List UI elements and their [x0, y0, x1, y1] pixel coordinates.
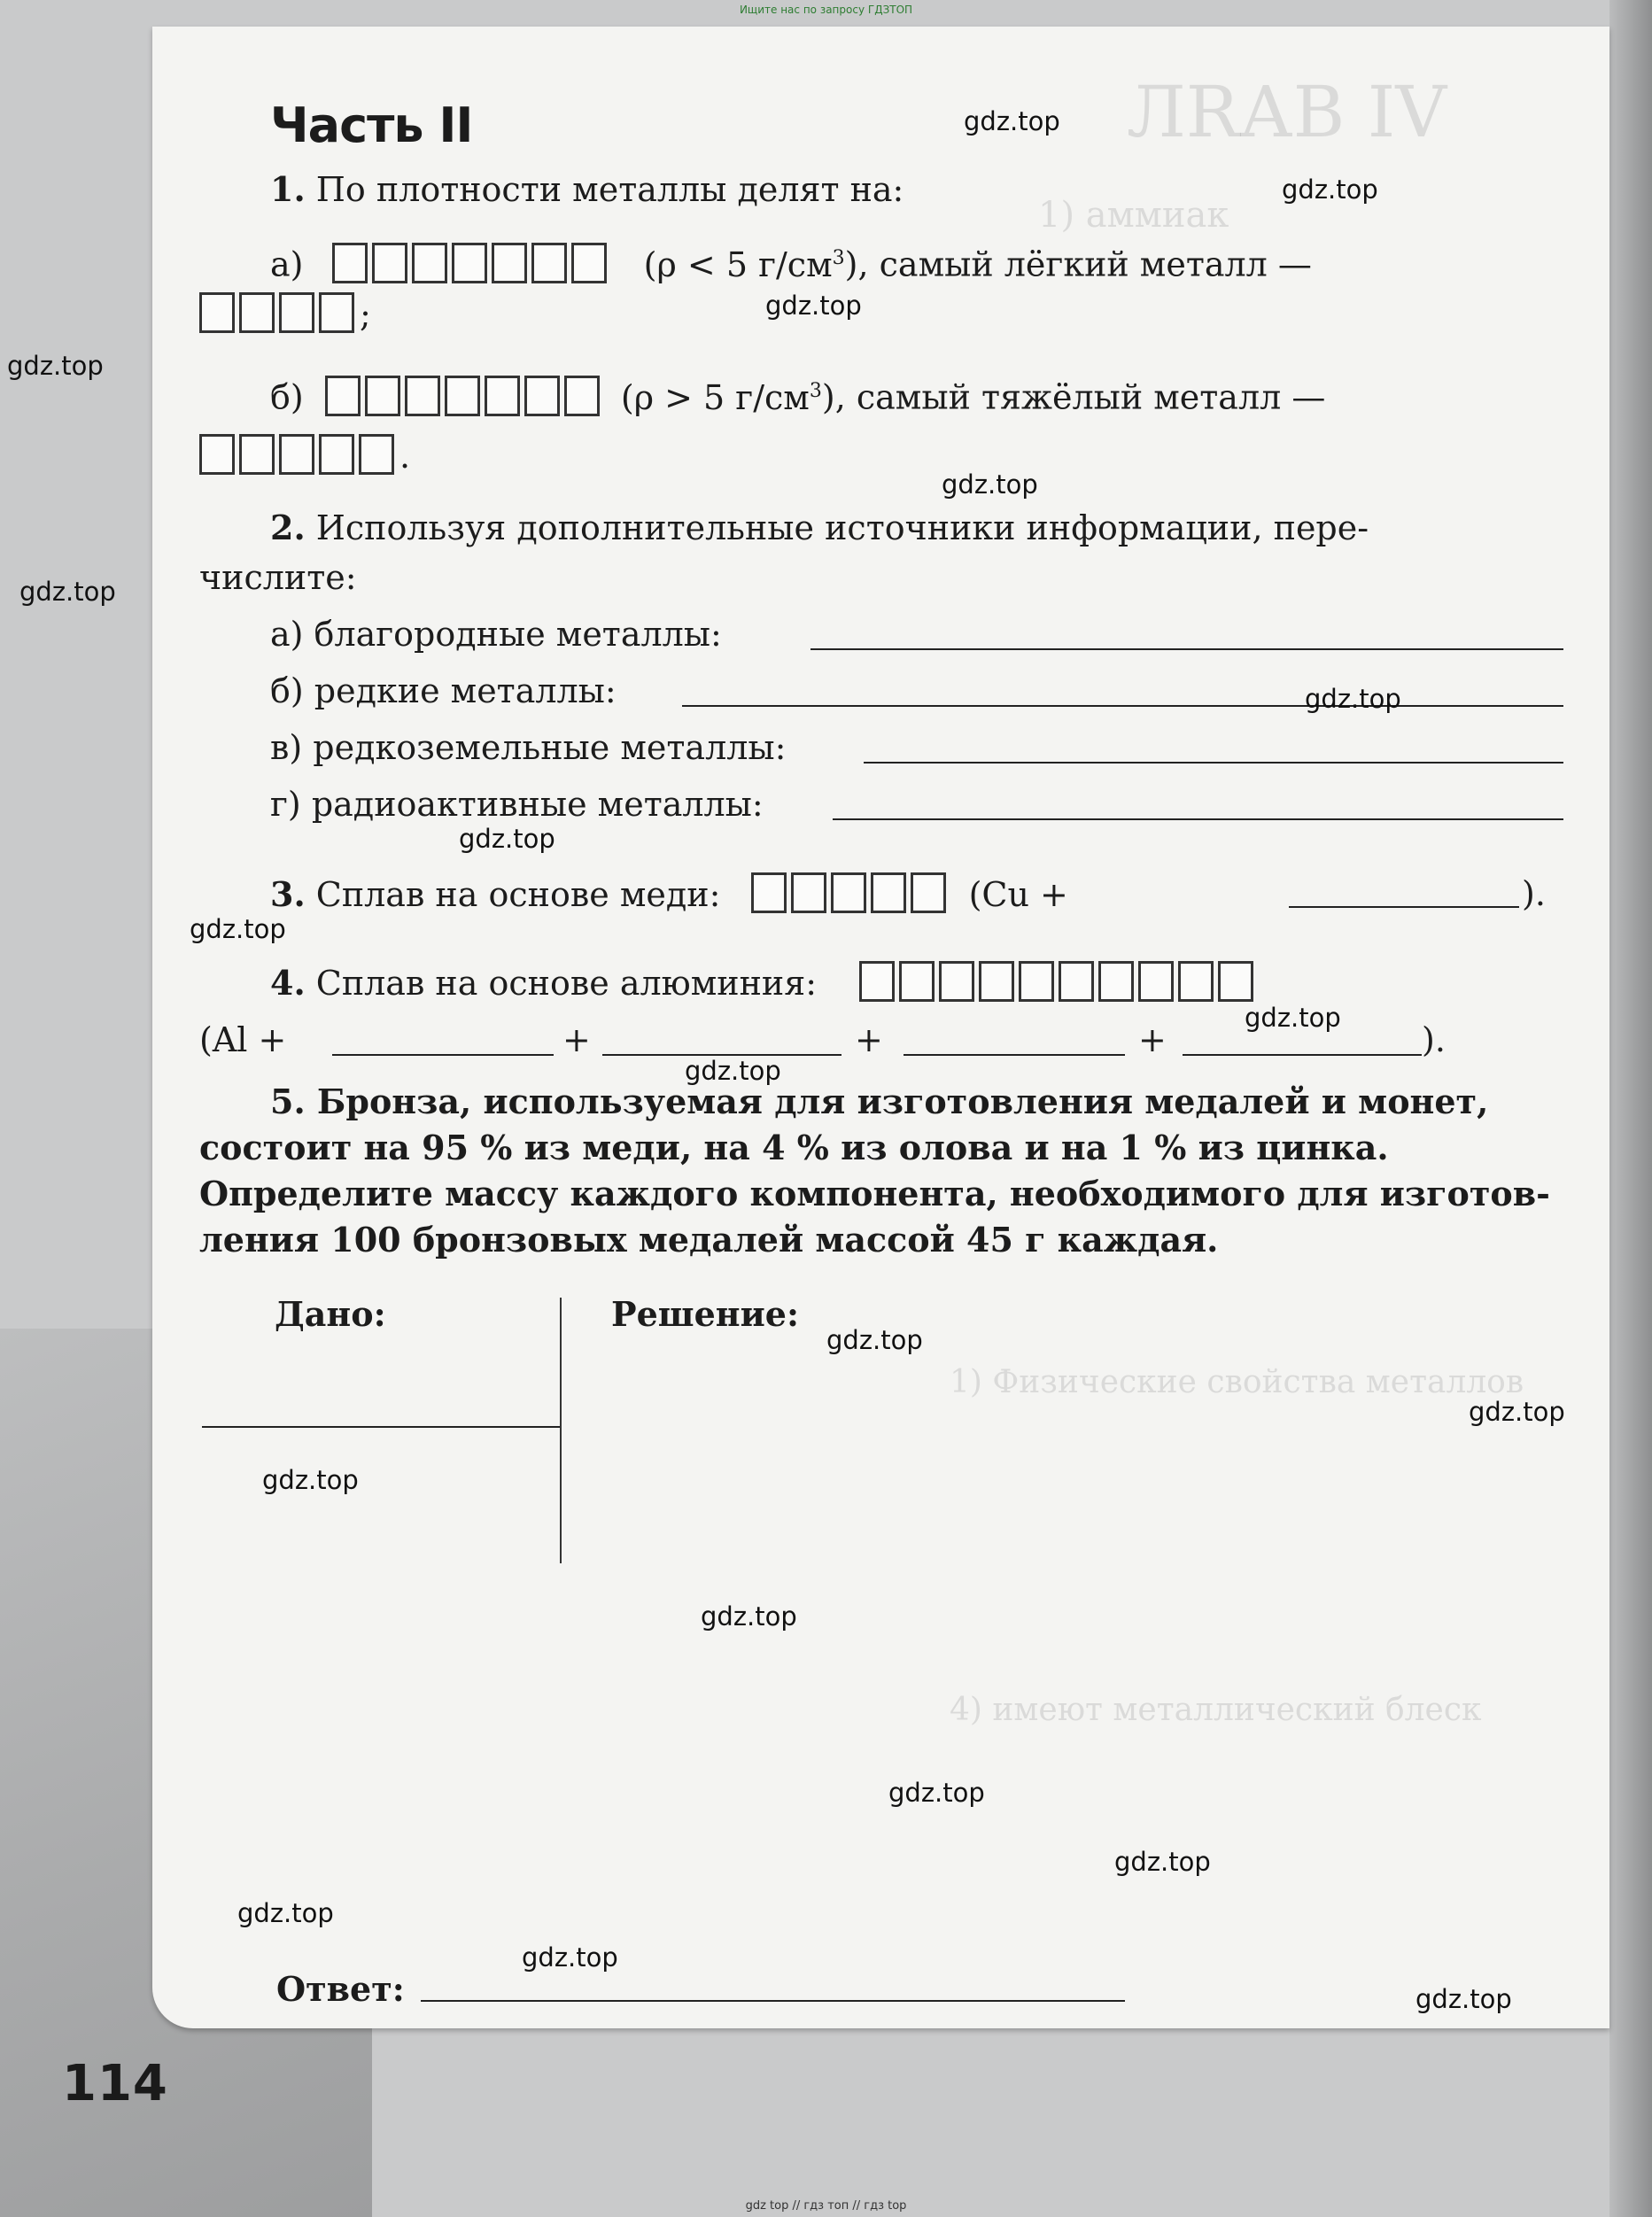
letter-box[interactable] [199, 292, 235, 333]
top-note: Ищите нас по запросу ГДЗТОП [739, 4, 913, 16]
q2-item-d: г) радиоактивные металлы: [270, 785, 764, 824]
watermark: gdz.top [19, 577, 116, 607]
watermark: gdz.top [262, 1465, 359, 1495]
watermark: gdz.top [888, 1778, 985, 1808]
q1-a-density: (ρ < 5 г/см [643, 244, 833, 284]
q4-number: 4. [270, 963, 306, 1003]
q1-a-answer-boxes[interactable] [332, 243, 607, 283]
q1-line [270, 168, 904, 211]
watermark: gdz.top [765, 291, 862, 321]
letter-box[interactable] [412, 243, 447, 283]
letter-box[interactable] [1019, 961, 1054, 1002]
letter-box[interactable] [791, 872, 826, 913]
letter-box[interactable] [1059, 961, 1094, 1002]
letter-box[interactable] [365, 376, 400, 416]
q2-answer-line-d[interactable] [833, 818, 1563, 820]
letter-box[interactable] [564, 376, 600, 416]
letter-box[interactable] [239, 434, 275, 475]
q1-number: 1. [270, 169, 306, 209]
page-number: 114 [62, 2055, 168, 2112]
q4-text: Сплав на основе алюминия: [315, 964, 818, 1003]
q4-formula-close: ). [1422, 1020, 1446, 1059]
watermark: gdz.top [964, 106, 1060, 136]
q3-answer-boxes[interactable] [751, 872, 946, 913]
letter-box[interactable] [831, 872, 866, 913]
q4-answer-line-4[interactable] [1183, 1054, 1422, 1056]
q2-item-b: б) редкие металлы: [270, 671, 617, 710]
letter-box[interactable] [1218, 961, 1253, 1002]
q1-a-metal-boxes[interactable] [199, 292, 354, 333]
watermark: gdz.top [190, 914, 286, 944]
q4-answer-boxes[interactable] [859, 961, 1253, 1002]
q4-answer-line-1[interactable] [332, 1054, 554, 1056]
show-through-decoration: ЛRАВ IV [1127, 71, 1447, 153]
letter-box[interactable] [1098, 961, 1134, 1002]
q5-text-1: Бронза, используемая для изготовления медалей и монет, [316, 1081, 1489, 1121]
q4-plus-1: + [562, 1020, 591, 1059]
letter-box[interactable] [359, 434, 394, 475]
watermark: gdz.top [685, 1056, 781, 1086]
q3-text: Сплав на основе меди: [315, 875, 721, 914]
q1-a-line [270, 237, 1312, 286]
letter-box[interactable] [319, 434, 354, 475]
letter-box[interactable] [751, 872, 787, 913]
bottom-note: gdz top // гдз топ // гдз top [745, 2199, 907, 2213]
q1-b-sup: 3 [809, 380, 822, 402]
q4-plus-2: + [855, 1020, 883, 1059]
letter-box[interactable] [1138, 961, 1174, 1002]
letter-box[interactable] [979, 961, 1014, 1002]
answer-label: Ответ: [276, 1969, 405, 2009]
q1-b-second-line [199, 434, 410, 477]
q3-formula-open: (Cu + [968, 875, 1068, 914]
q2-number: 2. [270, 508, 306, 547]
q5-line4: ления 100 бронзовых медалей массой 45 г каждая. [199, 1220, 1219, 1260]
q4-answer-line-3[interactable] [904, 1054, 1125, 1056]
watermark: gdz.top [1282, 174, 1378, 205]
show-through-decoration: 1) аммиак [1038, 195, 1229, 236]
watermark: gdz.top [7, 351, 104, 381]
q1-a-second-line [199, 292, 371, 336]
q5-line1 [270, 1081, 1488, 1123]
q4-formula-open: (Al + [199, 1020, 287, 1059]
watermark: gdz.top [1305, 684, 1401, 714]
q2-answer-line-c[interactable] [864, 762, 1563, 764]
watermark: gdz.top [942, 469, 1038, 500]
q1-a-label: а) [270, 244, 304, 284]
q1-b-tail: ), самый тяжёлый металл — [821, 377, 1326, 417]
q1-b-line [270, 370, 1325, 419]
letter-box[interactable] [199, 434, 235, 475]
q1-a-tail: ), самый лёгкий металл — [844, 244, 1312, 284]
letter-box[interactable] [871, 872, 906, 913]
letter-box[interactable] [445, 376, 480, 416]
part-heading: Часть II [270, 97, 473, 153]
q3-answer-line[interactable] [1289, 906, 1519, 908]
letter-box[interactable] [492, 243, 527, 283]
letter-box[interactable] [319, 292, 354, 333]
q5-number: 5. [270, 1081, 306, 1121]
q1-b-end: . [399, 437, 411, 476]
watermark: gdz.top [826, 1325, 923, 1355]
watermark: gdz.top [237, 1898, 334, 1928]
letter-box[interactable] [939, 961, 974, 1002]
letter-box[interactable] [452, 243, 487, 283]
watermark: gdz.top [1114, 1847, 1211, 1877]
letter-box[interactable] [571, 243, 607, 283]
q2-line1 [270, 507, 1369, 549]
q3-number: 3. [270, 874, 306, 914]
q5-line2: состоит на 95 % из меди, на 4 % из олова и на 1 % из цинка. [199, 1128, 1389, 1167]
q3-line [270, 872, 1068, 916]
q2-text: Используя дополнительные источники информации, пере- [315, 508, 1369, 547]
q1-a-end: ; [360, 295, 371, 334]
q1-b-density: (ρ > 5 г/см [620, 377, 810, 417]
letter-box[interactable] [405, 376, 440, 416]
q5-line3: Определите массу каждого компонента, необходимого для изготов- [199, 1174, 1550, 1213]
q2-item-a: а) благородные металлы: [270, 615, 722, 654]
q2-line2: числите: [199, 558, 357, 597]
letter-box[interactable] [372, 243, 407, 283]
q1-b-metal-boxes[interactable] [199, 434, 394, 475]
letter-box[interactable] [859, 961, 895, 1002]
show-through-decoration: 1) Физические свойства металлов [950, 1364, 1524, 1400]
q1-b-label: б) [270, 377, 304, 417]
given-solution-divider [560, 1298, 562, 1563]
letter-box[interactable] [279, 434, 314, 475]
given-label: Дано: [275, 1294, 386, 1334]
show-through-decoration: 4) имеют металлический блеск [950, 1692, 1482, 1728]
letter-box[interactable] [524, 376, 560, 416]
q1-a-sup: 3 [832, 247, 845, 269]
q1-text: По плотности металлы делят на: [315, 170, 904, 209]
letter-box[interactable] [1178, 961, 1214, 1002]
letter-box[interactable] [239, 292, 275, 333]
letter-box[interactable] [325, 376, 361, 416]
watermark: gdz.top [459, 824, 555, 854]
q2-item-c: в) редкоземельные металлы: [270, 728, 787, 767]
watermark: gdz.top [1415, 1984, 1512, 2014]
watermark: gdz.top [1245, 1003, 1341, 1033]
letter-box[interactable] [899, 961, 935, 1002]
q3-formula-close: ). [1522, 874, 1546, 913]
watermark: gdz.top [1469, 1397, 1565, 1427]
solution-label: Решение: [611, 1294, 799, 1334]
letter-box[interactable] [531, 243, 567, 283]
letter-box[interactable] [332, 243, 368, 283]
q2-answer-line-a[interactable] [810, 648, 1563, 650]
letter-box[interactable] [279, 292, 314, 333]
q4-plus-3: + [1138, 1020, 1167, 1059]
letter-box[interactable] [911, 872, 946, 913]
given-underline [202, 1426, 560, 1428]
book-spine-edge [1609, 0, 1652, 2217]
watermark: gdz.top [701, 1601, 797, 1632]
q4-line [270, 961, 1253, 1004]
letter-box[interactable] [485, 376, 520, 416]
answer-line[interactable] [421, 2000, 1125, 2002]
q2-answer-line-b[interactable] [682, 705, 1563, 707]
watermark: gdz.top [522, 1942, 618, 1973]
q1-b-answer-boxes[interactable] [325, 376, 600, 416]
